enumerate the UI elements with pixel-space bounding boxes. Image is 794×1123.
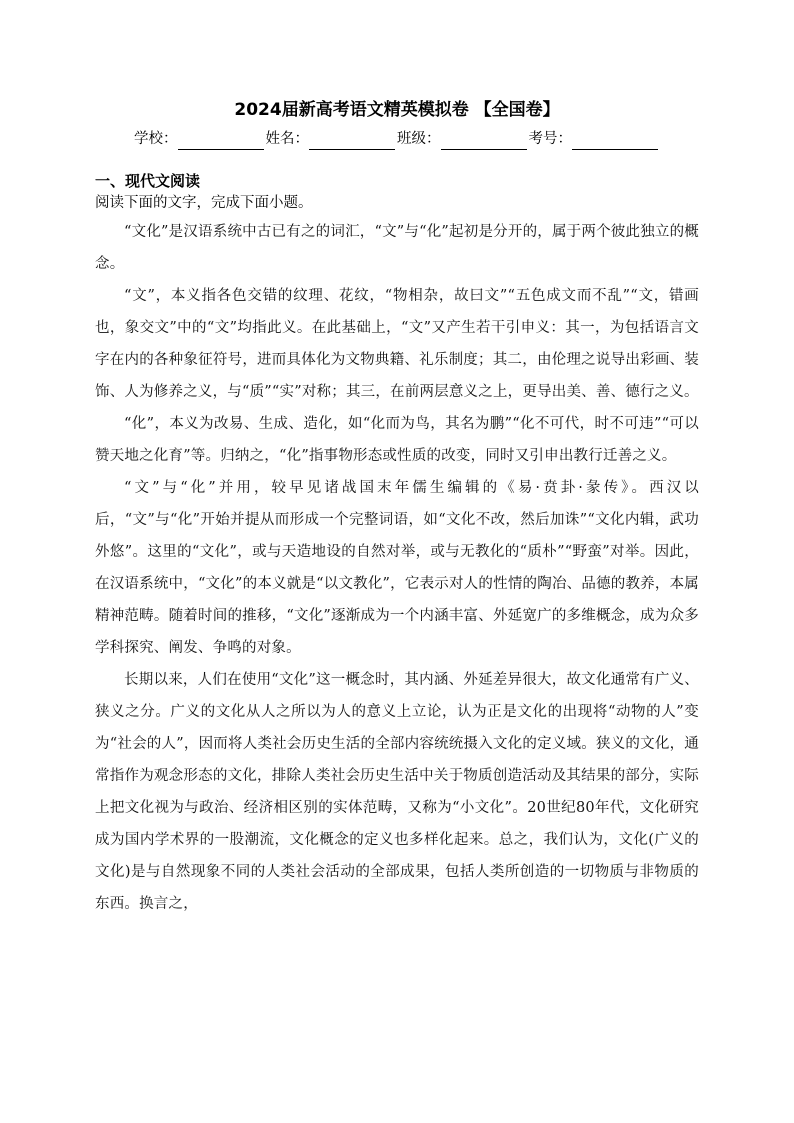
exam-number-label: 考号： <box>528 131 572 147</box>
section-heading: 一、现代文阅读 <box>95 172 201 190</box>
exam-title: 2024届新高考语文精英模拟卷 【全国卷】 <box>234 100 560 120</box>
exam-page <box>95 98 699 920</box>
school-blank[interactable] <box>178 131 264 150</box>
name-label: 姓名： <box>265 131 309 147</box>
section-instruction: 阅读下面的文字，完成下面小题。 <box>95 195 313 211</box>
class-label: 班级： <box>397 131 441 147</box>
exam-number-field <box>529 128 661 150</box>
passage-paragraph: “文”，本义指各色交错的纹理、花纹，“物相杂，故曰文”“五色成文而不乱”“文，错画也，象交文”中的“文”均指此义。在此基础上，“文”又产生若干引申义：其一，为包括语言文字在内的各种象征符号，进而具体化为文物典籍、礼乐制度；其二，由伦理之说导出彩画、装饰、人为修养之义，与“质”“实”对称；其三，在前两层意义之上，更导出美、善、德行之义。 <box>95 288 699 400</box>
name-field <box>266 128 398 150</box>
student-info-line <box>95 128 699 150</box>
exam-number-blank[interactable] <box>572 131 658 150</box>
class-field <box>397 128 529 150</box>
class-blank[interactable] <box>441 131 527 150</box>
passage-paragraph: “文化”是汉语系统中古已有之的词汇，“文”与“化”起初是分开的，属于两个彼此独立的概念。 <box>95 224 699 272</box>
reading-passage <box>95 216 699 920</box>
passage-paragraph: “文”与“化”并用，较早见诸战国末年儒生编辑的《易·贲卦·彖传》。西汉以后，“文”与“化”开始并提从而形成一个完整词语，如“文化不改，然后加诛”“文化内辑，武功外悠”。这里的“文化”，或与天造地设的自然对举，或与无教化的“质朴”“野蛮”对举。因此，在汉语系统中，“文化”的本义就是“以文教化”，它表示对人的性情的陶冶、品德的教养，本属精神范畴。随着时间的推移，“文化”逐渐成为一个内涵丰富、外延宽广的多维概念，成为众多学科探究、阐发、争鸣的对象。 <box>95 480 699 656</box>
passage-paragraph: “化”，本义为改易、生成、造化，如“化而为鸟，其名为鹏”“化不可代，时不可违”“可以赞天地之化育”等。归纳之，“化”指事物形态或性质的改变，同时又引申出教行迁善之义。 <box>95 416 699 464</box>
school-label: 学校： <box>134 131 178 147</box>
school-field <box>134 128 266 150</box>
passage-paragraph: 长期以来，人们在使用“文化”这一概念时，其内涵、外延差异很大，故文化通常有广义、狭义之分。广义的文化从人之所以为人的意义上立论，认为正是文化的出现将“动物的人”变为“社会的人”，因而将人类社会历史生活的全部内容统统摄入文化的定义域。狭义的文化，通常指作为观念形态的文化，排除人类社会历史生活中关于物质创造活动及其结果的部分，实际上把文化视为与政治、经济相区别的实体范畴，又称为“小文化”。20世纪80年代，文化研究成为国内学术界的一股潮流，文化概念的定义也多样化起来。总之，我们认为，文化(广义的文化)是与自然现象不同的人类社会活动的全部成果，包括人类所创造的一切物质与非物质的东西。换言之， <box>95 672 699 912</box>
name-blank[interactable] <box>309 131 395 150</box>
